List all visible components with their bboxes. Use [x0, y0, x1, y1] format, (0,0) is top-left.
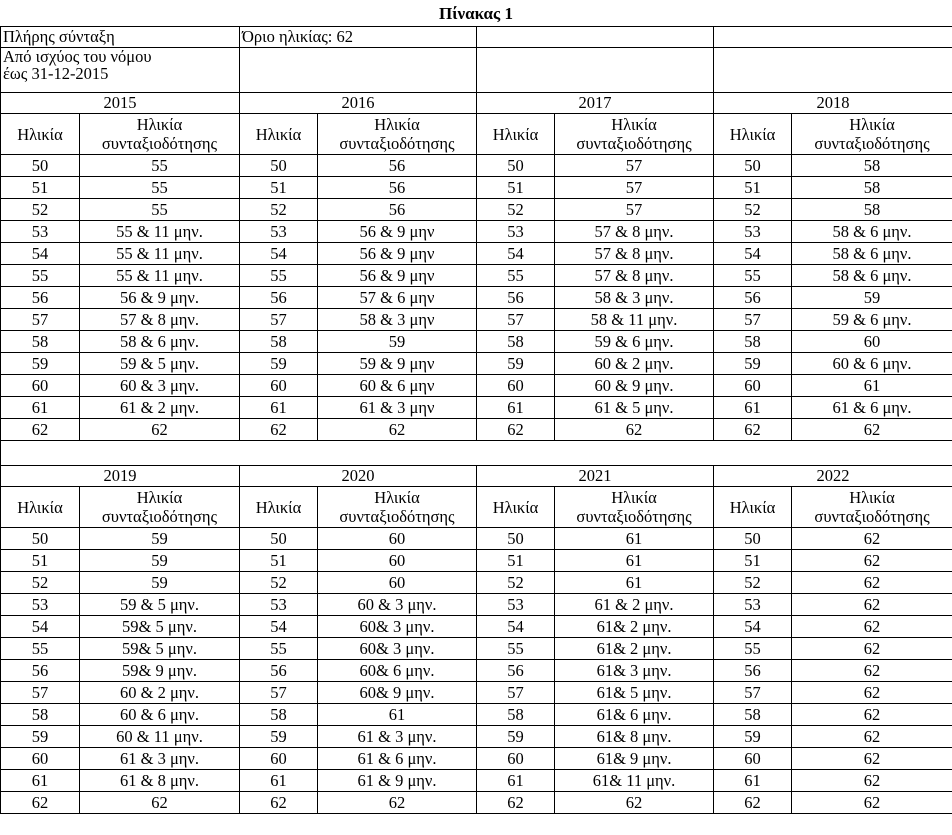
age-column-header: Ηλικία — [714, 487, 792, 528]
pension-age-cell: 57 & 8 μην. — [555, 221, 714, 243]
pension-age-cell: 62 — [792, 594, 952, 616]
age-cell: 59 — [240, 726, 318, 748]
pension-age-cell: 60 — [318, 572, 477, 594]
age-cell: 57 — [714, 309, 792, 331]
table-row — [1, 616, 952, 638]
table-row — [1, 748, 952, 770]
age-column-header: Ηλικία — [477, 487, 555, 528]
year-header: 2018 — [714, 93, 952, 114]
age-cell: 55 — [240, 265, 318, 287]
pension-age-cell: 61& 2 μην. — [555, 616, 714, 638]
pension-age-cell: 61 & 5 μην. — [555, 397, 714, 419]
pension-age-cell: 56 — [318, 199, 477, 221]
age-cell: 52 — [477, 199, 555, 221]
age-cell: 52 — [714, 199, 792, 221]
table-row — [1, 287, 952, 309]
pension-age-column-header: Ηλικία συνταξιοδότησης — [80, 487, 240, 528]
age-cell: 52 — [1, 572, 80, 594]
pension-age-cell: 61 & 3 μην. — [80, 748, 240, 770]
age-cell: 56 — [240, 660, 318, 682]
pension-age-cell: 58 & 3 μην — [318, 309, 477, 331]
pension-age-cell: 58 & 6 μην. — [80, 331, 240, 353]
table-row — [1, 572, 952, 594]
pension-age-cell: 59 — [80, 528, 240, 550]
age-cell: 58 — [477, 704, 555, 726]
empty-cell — [477, 48, 714, 93]
pension-age-cell: 61 & 6 μην. — [792, 397, 952, 419]
pension-age-cell: 62 — [792, 792, 952, 814]
pension-age-cell: 62 — [792, 770, 952, 792]
age-cell: 50 — [1, 528, 80, 550]
table-row — [1, 309, 952, 331]
table-row — [1, 419, 952, 441]
age-cell: 51 — [477, 550, 555, 572]
pension-age-cell: 55 & 11 μην. — [80, 221, 240, 243]
pension-age-cell: 61 — [555, 572, 714, 594]
pension-age-cell: 56 & 9 μην — [318, 221, 477, 243]
pension-age-cell: 62 — [792, 704, 952, 726]
table-row — [1, 704, 952, 726]
age-cell: 57 — [240, 682, 318, 704]
age-cell: 50 — [240, 528, 318, 550]
pension-age-cell: 56 & 9 μην. — [80, 287, 240, 309]
age-cell: 53 — [1, 221, 80, 243]
pension-age-column-header: Ηλικία συνταξιοδότησης — [555, 487, 714, 528]
pension-age-cell: 62 — [318, 792, 477, 814]
table-row — [1, 155, 952, 177]
pension-age-cell: 60 — [318, 550, 477, 572]
age-cell: 61 — [1, 770, 80, 792]
age-cell: 58 — [714, 331, 792, 353]
age-cell: 52 — [240, 572, 318, 594]
age-cell: 57 — [477, 309, 555, 331]
table-row — [1, 397, 952, 419]
age-cell: 58 — [714, 704, 792, 726]
age-cell: 59 — [477, 726, 555, 748]
pension-age-cell: 57 & 6 μην — [318, 287, 477, 309]
pension-age-cell: 59 & 9 μην — [318, 353, 477, 375]
empty-cell — [714, 48, 952, 93]
table-row — [1, 265, 952, 287]
table-row — [1, 528, 952, 550]
pension-age-cell: 61 & 3 μην — [318, 397, 477, 419]
table-row — [1, 353, 952, 375]
age-cell: 57 — [1, 309, 80, 331]
age-cell: 60 — [1, 375, 80, 397]
pension-age-cell: 57 & 8 μην. — [555, 265, 714, 287]
age-cell: 61 — [714, 770, 792, 792]
table-row — [1, 243, 952, 265]
age-cell: 62 — [240, 792, 318, 814]
age-cell: 61 — [240, 397, 318, 419]
pension-age-cell: 60 & 3 μην. — [80, 375, 240, 397]
pension-age-cell: 62 — [792, 419, 952, 441]
table-row — [1, 199, 952, 221]
pension-age-cell: 60 & 2 μην. — [555, 353, 714, 375]
pension-age-cell: 60& 9 μην. — [318, 682, 477, 704]
pension-age-cell: 59 & 5 μην. — [80, 594, 240, 616]
age-cell: 51 — [240, 177, 318, 199]
age-cell: 56 — [1, 287, 80, 309]
age-cell: 56 — [1, 660, 80, 682]
pension-age-cell: 60& 3 μην. — [318, 638, 477, 660]
age-cell: 60 — [240, 375, 318, 397]
age-cell: 62 — [477, 792, 555, 814]
age-cell: 55 — [1, 265, 80, 287]
age-cell: 62 — [714, 419, 792, 441]
pension-age-column-header: Ηλικία συνταξιοδότησης — [555, 114, 714, 155]
age-cell: 62 — [1, 792, 80, 814]
age-column-header: Ηλικία — [240, 114, 318, 155]
table-row — [1, 375, 952, 397]
pension-age-cell: 62 — [792, 616, 952, 638]
validity-line-1: Από ισχύος του νόμου — [3, 47, 152, 66]
table-row — [1, 660, 952, 682]
pension-age-cell: 62 — [792, 528, 952, 550]
pension-age-cell: 59 — [80, 572, 240, 594]
table-row — [1, 770, 952, 792]
age-cell: 52 — [1, 199, 80, 221]
age-cell: 57 — [1, 682, 80, 704]
age-cell: 52 — [240, 199, 318, 221]
pension-age-cell: 59 — [80, 550, 240, 572]
age-cell: 61 — [240, 770, 318, 792]
full-pension-label: Πλήρης σύνταξη — [1, 27, 240, 48]
empty-cell — [714, 27, 952, 48]
year-header: 2021 — [477, 466, 714, 487]
age-cell: 53 — [240, 221, 318, 243]
pension-age-cell: 58 — [792, 177, 952, 199]
age-cell: 53 — [714, 221, 792, 243]
pension-age-cell: 58 & 6 μην. — [792, 243, 952, 265]
age-cell: 59 — [1, 353, 80, 375]
year-header: 2015 — [1, 93, 240, 114]
pension-age-cell: 62 — [792, 748, 952, 770]
age-cell: 59 — [714, 353, 792, 375]
table-row — [1, 331, 952, 353]
pension-age-cell: 57 — [555, 199, 714, 221]
age-cell: 51 — [714, 177, 792, 199]
age-cell: 54 — [1, 243, 80, 265]
age-cell: 62 — [1, 419, 80, 441]
pension-age-cell: 61 — [555, 550, 714, 572]
age-cell: 60 — [477, 375, 555, 397]
age-cell: 60 — [714, 375, 792, 397]
age-cell: 52 — [714, 572, 792, 594]
pension-age-cell: 55 & 11 μην. — [80, 243, 240, 265]
pension-age-cell: 58 & 6 μην. — [792, 265, 952, 287]
empty-cell — [240, 48, 477, 93]
pension-age-column-header: Ηλικία συνταξιοδότησης — [318, 487, 477, 528]
age-cell: 52 — [477, 572, 555, 594]
age-cell: 56 — [714, 660, 792, 682]
pension-age-cell: 55 — [80, 177, 240, 199]
age-cell: 54 — [477, 616, 555, 638]
pension-age-cell: 61& 5 μην. — [555, 682, 714, 704]
pension-age-cell: 62 — [555, 419, 714, 441]
pension-age-cell: 60 — [318, 528, 477, 550]
year-header: 2020 — [240, 466, 477, 487]
age-cell: 51 — [1, 177, 80, 199]
age-cell: 51 — [1, 550, 80, 572]
year-header: 2022 — [714, 466, 952, 487]
age-cell: 50 — [477, 155, 555, 177]
pension-age-cell: 59 & 6 μην. — [792, 309, 952, 331]
pension-age-cell: 57 & 8 μην. — [555, 243, 714, 265]
age-cell: 50 — [1, 155, 80, 177]
age-cell: 50 — [714, 155, 792, 177]
age-cell: 58 — [1, 331, 80, 353]
age-cell: 57 — [714, 682, 792, 704]
age-column-header: Ηλικία — [1, 487, 80, 528]
age-column-header: Ηλικία — [240, 487, 318, 528]
age-column-header: Ηλικία — [714, 114, 792, 155]
table-row — [1, 550, 952, 572]
age-cell: 54 — [714, 243, 792, 265]
age-cell: 62 — [714, 792, 792, 814]
age-cell: 60 — [477, 748, 555, 770]
age-cell: 60 — [240, 748, 318, 770]
age-limit-label: Όριο ηλικίας: 62 — [240, 27, 477, 48]
table-row — [1, 221, 952, 243]
age-cell: 51 — [240, 550, 318, 572]
year-header: 2016 — [240, 93, 477, 114]
pension-age-cell: 62 — [792, 550, 952, 572]
pension-age-cell: 60 & 9 μην. — [555, 375, 714, 397]
pension-age-cell: 62 — [318, 419, 477, 441]
table-row — [1, 726, 952, 748]
pension-age-cell: 61& 3 μην. — [555, 660, 714, 682]
pension-age-cell: 61 — [318, 704, 477, 726]
age-cell: 55 — [477, 638, 555, 660]
validity-label — [1, 48, 240, 93]
table-row — [1, 682, 952, 704]
pension-age-column-header: Ηλικία συνταξιοδότησης — [792, 114, 952, 155]
pension-age-cell: 59& 9 μην. — [80, 660, 240, 682]
age-cell: 56 — [477, 660, 555, 682]
pension-age-cell: 62 — [555, 792, 714, 814]
age-cell: 55 — [477, 265, 555, 287]
age-cell: 53 — [477, 221, 555, 243]
pension-age-cell: 61& 2 μην. — [555, 638, 714, 660]
pension-age-cell: 58 — [792, 155, 952, 177]
pension-age-cell: 59 — [792, 287, 952, 309]
age-cell: 61 — [714, 397, 792, 419]
pension-age-cell: 60 — [792, 331, 952, 353]
pension-age-cell: 57 — [555, 177, 714, 199]
age-column-header: Ηλικία — [477, 114, 555, 155]
pension-age-cell: 61 & 6 μην. — [318, 748, 477, 770]
age-cell: 50 — [477, 528, 555, 550]
age-cell: 50 — [240, 155, 318, 177]
pension-age-cell: 55 & 11 μην. — [80, 265, 240, 287]
pension-age-cell: 62 — [792, 726, 952, 748]
pension-age-cell: 61& 9 μην. — [555, 748, 714, 770]
age-cell: 54 — [240, 243, 318, 265]
age-cell: 58 — [240, 704, 318, 726]
pension-age-cell: 61& 6 μην. — [555, 704, 714, 726]
age-cell: 59 — [1, 726, 80, 748]
age-cell: 59 — [714, 726, 792, 748]
pension-age-cell: 62 — [792, 682, 952, 704]
age-cell: 51 — [477, 177, 555, 199]
age-cell: 61 — [1, 397, 80, 419]
pension-age-cell: 56 — [318, 177, 477, 199]
pension-age-cell: 60 & 3 μην. — [318, 594, 477, 616]
pension-age-cell: 59 — [318, 331, 477, 353]
age-cell: 57 — [477, 682, 555, 704]
pension-age-cell: 60 & 6 μην. — [80, 704, 240, 726]
pension-age-cell: 62 — [792, 572, 952, 594]
age-cell: 53 — [240, 594, 318, 616]
pension-age-column-header: Ηλικία συνταξιοδότησης — [318, 114, 477, 155]
pension-age-cell: 59 & 5 μην. — [80, 353, 240, 375]
age-cell: 58 — [240, 331, 318, 353]
pension-age-column-header: Ηλικία συνταξιοδότησης — [792, 487, 952, 528]
age-cell: 54 — [240, 616, 318, 638]
pension-age-cell: 56 & 9 μην — [318, 265, 477, 287]
age-cell: 56 — [714, 287, 792, 309]
age-cell: 59 — [477, 353, 555, 375]
age-cell: 55 — [714, 638, 792, 660]
age-cell: 54 — [714, 616, 792, 638]
age-cell: 54 — [1, 616, 80, 638]
table-title: Πίνακας 1 — [439, 4, 513, 23]
age-cell: 60 — [714, 748, 792, 770]
age-cell: 60 — [1, 748, 80, 770]
pension-age-cell: 61 & 9 μην. — [318, 770, 477, 792]
empty-cell — [477, 27, 714, 48]
pension-age-cell: 58 & 11 μην. — [555, 309, 714, 331]
section-separator — [1, 441, 952, 466]
pension-age-cell: 56 & 9 μην — [318, 243, 477, 265]
age-cell: 57 — [240, 309, 318, 331]
pension-age-cell: 60 & 6 μην — [318, 375, 477, 397]
age-cell: 62 — [477, 419, 555, 441]
age-cell: 53 — [1, 594, 80, 616]
age-cell: 58 — [1, 704, 80, 726]
pension-age-cell: 62 — [792, 638, 952, 660]
pension-age-cell: 61 — [792, 375, 952, 397]
age-cell: 61 — [477, 397, 555, 419]
age-cell: 56 — [240, 287, 318, 309]
year-header: 2019 — [1, 466, 240, 487]
pension-age-cell: 58 & 6 μην. — [792, 221, 952, 243]
age-cell: 50 — [714, 528, 792, 550]
pension-age-cell: 60 & 6 μην. — [792, 353, 952, 375]
pension-age-cell: 57 & 8 μην. — [80, 309, 240, 331]
pension-age-cell: 61& 8 μην. — [555, 726, 714, 748]
age-column-header: Ηλικία — [1, 114, 80, 155]
age-cell: 54 — [477, 243, 555, 265]
age-cell: 55 — [1, 638, 80, 660]
pension-age-cell: 61 & 8 μην. — [80, 770, 240, 792]
pension-age-cell: 60& 6 μην. — [318, 660, 477, 682]
pension-age-cell: 58 & 3 μην. — [555, 287, 714, 309]
table-row — [1, 792, 952, 814]
pension-age-cell: 55 — [80, 155, 240, 177]
pension-age-cell: 60& 3 μην. — [318, 616, 477, 638]
pension-age-cell: 59& 5 μην. — [80, 616, 240, 638]
age-cell: 61 — [477, 770, 555, 792]
pension-age-cell: 59 & 6 μην. — [555, 331, 714, 353]
pension-age-cell: 61& 11 μην. — [555, 770, 714, 792]
pension-age-cell: 57 — [555, 155, 714, 177]
pension-age-cell: 62 — [80, 792, 240, 814]
age-cell: 55 — [240, 638, 318, 660]
pension-age-cell: 61 & 3 μην. — [318, 726, 477, 748]
pension-age-cell: 62 — [80, 419, 240, 441]
table-row — [1, 177, 952, 199]
pension-age-cell: 59& 5 μην. — [80, 638, 240, 660]
table-row — [1, 594, 952, 616]
year-header: 2017 — [477, 93, 714, 114]
validity-line-2: έως 31-12-2015 — [3, 64, 109, 83]
age-cell: 56 — [477, 287, 555, 309]
pension-age-cell: 55 — [80, 199, 240, 221]
age-cell: 55 — [714, 265, 792, 287]
pension-age-cell: 61 — [555, 528, 714, 550]
pension-age-cell: 60 & 2 μην. — [80, 682, 240, 704]
pension-age-cell: 61 & 2 μην. — [80, 397, 240, 419]
table-row — [1, 638, 952, 660]
pension-age-cell: 58 — [792, 199, 952, 221]
age-cell: 58 — [477, 331, 555, 353]
age-cell: 62 — [240, 419, 318, 441]
age-cell: 53 — [714, 594, 792, 616]
age-cell: 59 — [240, 353, 318, 375]
age-cell: 51 — [714, 550, 792, 572]
pension-age-cell: 56 — [318, 155, 477, 177]
pension-age-cell: 60 & 11 μην. — [80, 726, 240, 748]
pension-age-column-header: Ηλικία συνταξιοδότησης — [80, 114, 240, 155]
age-cell: 53 — [477, 594, 555, 616]
pension-age-table — [0, 26, 952, 814]
pension-age-cell: 61 & 2 μην. — [555, 594, 714, 616]
pension-age-cell: 62 — [792, 660, 952, 682]
